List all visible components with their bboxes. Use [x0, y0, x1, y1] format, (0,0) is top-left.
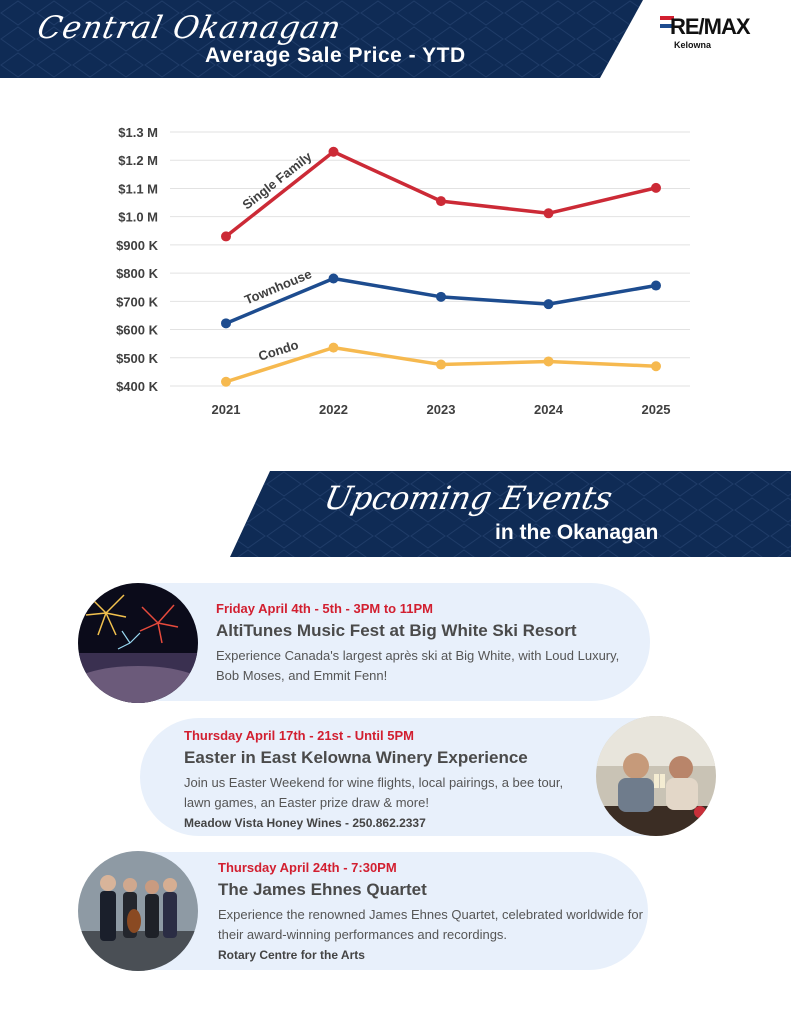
event-title: AltiTunes Music Fest at Big White Ski Resort: [216, 621, 577, 640]
x-tick-label: 2025: [641, 402, 671, 417]
data-point: [651, 361, 661, 371]
data-point: [221, 231, 231, 241]
series-label: Single Family: [239, 148, 315, 213]
header-script-title: Central Okanagan: [34, 10, 345, 46]
y-tick-label: $1.2 M: [118, 153, 158, 169]
x-tick-label: 2023: [426, 402, 456, 417]
series-label: Townhouse: [242, 266, 314, 308]
event-title: Easter in East Kelowna Winery Experience: [184, 748, 528, 767]
data-point: [544, 356, 554, 366]
event-venue: Meadow Vista Honey Wines - 250.862.2337: [184, 816, 426, 830]
y-tick-label: $800 K: [116, 266, 158, 282]
event-date: Thursday April 24th - 7:30PM: [218, 860, 397, 875]
y-tick-label: $1.3 M: [118, 125, 158, 140]
data-point: [544, 208, 554, 218]
events-banner: [230, 471, 791, 557]
x-tick-label: 2021: [211, 402, 241, 417]
x-tick-label: 2022: [319, 402, 348, 417]
winery-photo: [596, 716, 716, 836]
event-card-3: [138, 852, 648, 970]
logo-location: Kelowna: [674, 40, 712, 50]
event-description: Experience Canada's largest après ski at Big White, with Loud Luxury, Bob Moses, and Emmit Fenn!: [216, 648, 620, 683]
page-title: Average Sale Price - YTD: [205, 44, 466, 67]
data-point: [329, 273, 339, 283]
series-label: Condo: [256, 337, 301, 364]
data-point: [329, 343, 339, 353]
y-tick-label: $600 K: [116, 322, 158, 338]
remax-logo: [660, 14, 780, 54]
event-venue: Rotary Centre for the Arts: [218, 948, 365, 962]
data-point: [651, 183, 661, 193]
data-point: [329, 147, 339, 157]
event-date: Friday April 4th - 5th - 3PM to 11PM: [216, 601, 433, 616]
x-tick-label: 2024: [534, 402, 563, 417]
event-title: The James Ehnes Quartet: [218, 880, 427, 899]
event-description: Join us Easter Weekend for wine flights, local pairings, a bee tour, lawn games, an Easter prize draw & more!: [184, 775, 564, 810]
price-line-chart: [0, 100, 791, 430]
y-tick-label: $400 K: [116, 379, 158, 394]
y-tick-label: $1.1 M: [118, 181, 158, 197]
data-point: [436, 292, 446, 302]
event-description: Experience the renowned James Ehnes Quartet, celebrated worldwide for their award-winning performances and recordings.: [218, 907, 643, 942]
fireworks-photo: [78, 583, 198, 703]
y-tick-label: $500 K: [116, 350, 158, 366]
y-tick-label: $900 K: [116, 237, 158, 253]
data-point: [221, 377, 231, 387]
data-point: [436, 196, 446, 206]
events-script-title: Upcoming Events: [320, 479, 616, 517]
event-date: Thursday April 17th - 21st - Until 5PM: [184, 728, 414, 743]
y-tick-label: $1.0 M: [118, 209, 158, 225]
data-point: [221, 318, 231, 328]
logo-brand: RE/MAX: [670, 14, 750, 39]
event-card-2: [140, 718, 660, 836]
quartet-photo: [78, 851, 198, 971]
data-point: [651, 281, 661, 291]
data-point: [544, 299, 554, 309]
event-card-1: [138, 583, 650, 701]
events-subtitle: in the Okanagan: [495, 521, 659, 544]
data-point: [436, 360, 446, 370]
y-tick-label: $700 K: [116, 294, 158, 310]
